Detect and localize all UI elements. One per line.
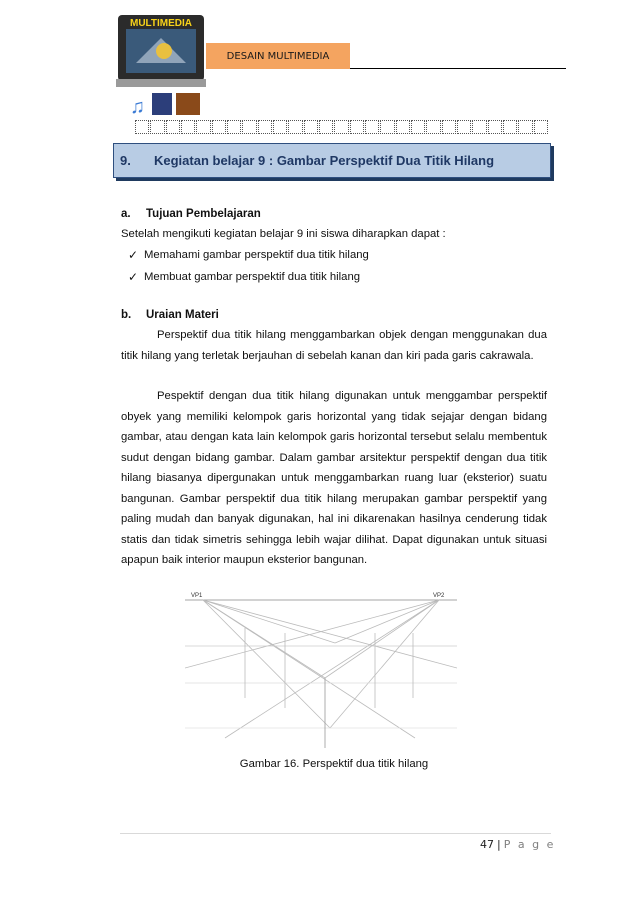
tujuan-item-text: Membuat gambar perspektif dua titik hilang: [144, 271, 361, 283]
vp2-label: VP2: [433, 593, 445, 599]
decorative-dotted-row: [135, 120, 549, 136]
uraian-paragraph-text: Perspektif dua titik hilang menggambarkan objek dengan menggunakan dua titik hilang yang terletak berjauhan di sebelah kanan dan kiri pada garis cakrawala.: [121, 329, 547, 362]
page-label: P a g e: [503, 838, 556, 851]
uraian-title: Uraian Materi: [146, 309, 219, 321]
perspective-figure: [185, 588, 457, 764]
page-footer: 47 | P a g e: [480, 838, 556, 851]
page-number: 47: [480, 838, 494, 851]
tujuan-item-text: Memahami gambar perspektif dua titik hilang: [144, 249, 369, 261]
tujuan-intro: Setelah mengikuti kegiatan belajar 9 ini siswa diharapkan dapat :: [121, 228, 446, 240]
section-heading-box: [113, 143, 551, 178]
tujuan-label: a.: [121, 208, 131, 220]
section-number: 9.: [120, 153, 131, 168]
figure-caption: Gambar 16. Perspektif dua titik hilang: [239, 758, 429, 770]
section-title: Kegiatan belajar 9 : Gambar Perspektif Dua Titik Hilang: [154, 153, 495, 168]
uraian-label: b.: [121, 309, 132, 321]
music-note-icon: ♫: [130, 96, 145, 118]
tujuan-item: [128, 270, 360, 284]
checkmark-icon: ✓: [128, 270, 139, 284]
header-tab-label: DESAIN MULTIMEDIA: [226, 50, 330, 62]
uraian-heading: [121, 309, 219, 321]
uraian-paragraph-text: Pespektif dengan dua titik hilang digunakan untuk menggambar perspektif obyek yang memiliki kelompok garis horizontal yang tidak sejajar dengan bidang gambar, atau dengan kata lain kelompok garis horizontal tersebut selalu membentuk sudut dengan bidang gambar. Dalam gambar arsitektur perspektif dengan dua titik hilang biasanya dipergunakan untuk menggambarkan ruang luar (eksterior) suatu bangunan. Gambar perspektif dua titik hilang merupakan gambar perspektif yang paling mudah dan banyak digunakan, hal ini dikarenakan hasilnya cenderung tidak statis dan tidak simetris sehingga lebih wajar dilihat. Dapat digunakan untuk situasi apapun baik interior maupun eksterior bangunan.: [121, 390, 547, 566]
uraian-paragraph: [121, 386, 547, 571]
tujuan-title: Tujuan Pembelajaran: [146, 208, 261, 220]
uraian-paragraph: [121, 325, 547, 366]
footer-rule: [120, 833, 551, 834]
header-tab: [206, 43, 350, 69]
tujuan-item: [128, 248, 369, 262]
logo-text: MULTIMEDIA: [129, 18, 193, 29]
header-rule: [350, 68, 566, 69]
vp1-label: VP1: [191, 593, 203, 599]
multimedia-logo: [116, 13, 206, 121]
checkmark-icon: ✓: [128, 248, 139, 262]
tujuan-heading: [121, 208, 261, 220]
